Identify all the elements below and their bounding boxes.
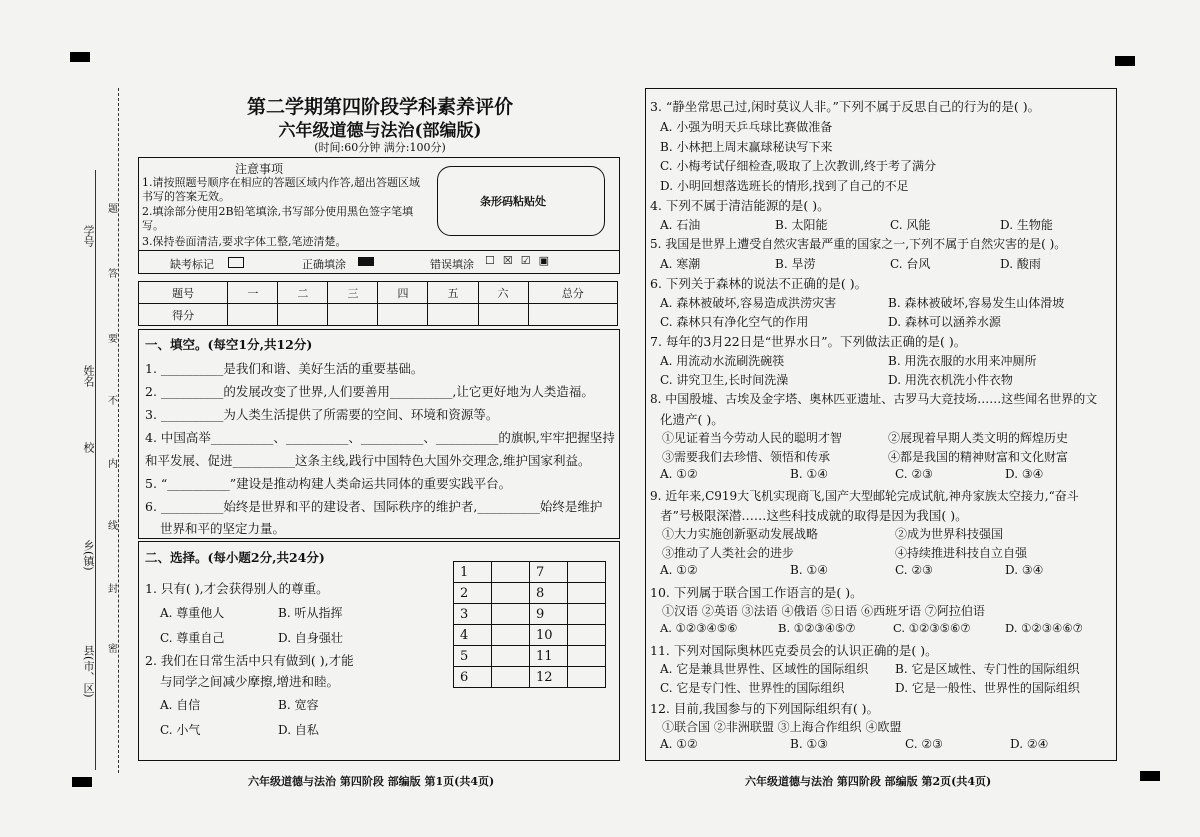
choice-statement: ④都是我国的精神财富和文化财富	[888, 450, 1069, 464]
choice-option: D. 自身强壮	[278, 631, 343, 645]
choice-option: A. 尊重他人	[160, 606, 225, 620]
section-fill-title: 一、填空。(每空1分,共12分)	[145, 337, 313, 352]
notice-item: 2.填涂部分使用2B铅笔填涂,书写部分使用黑色签字笔填写。	[142, 205, 414, 232]
choice-option: D. ②④	[1010, 737, 1049, 751]
answer-cell[interactable]	[568, 667, 606, 688]
choice-option: B. 宽容	[278, 698, 319, 712]
choice-question: 10. 下列属于联合国工作语言的是( )。	[650, 585, 863, 600]
choice-option: B. 小林把上周末赢球秘诀写下来	[660, 140, 833, 154]
score-cell[interactable]	[428, 304, 478, 326]
binding-text: 不	[108, 396, 118, 407]
choice-option: D. 森林可以涵养水源	[888, 315, 1001, 329]
answer-cell[interactable]	[492, 583, 530, 604]
choice-option: A. 自信	[160, 698, 201, 712]
choice-question: 12. 目前,我国参与的下列国际组织有( )。	[650, 701, 880, 716]
choice-option: C. ①②③⑤⑥⑦	[893, 621, 971, 635]
choice-question: 1. 只有( ),才会获得别人的尊重。	[145, 581, 329, 596]
choice-option: B. 它是区域性、专门性的国际组织	[895, 662, 1080, 676]
choice-option: C. 尊重自己	[160, 631, 225, 645]
choice-question: 4. 下列不属于清洁能源的是( )。	[650, 198, 830, 213]
choice-question-cont: 化遗产( )。	[660, 412, 724, 427]
choice-option: B. ①②③④⑤⑦	[778, 621, 856, 635]
choice-option: D. 它是一般性、世界性的国际组织	[895, 681, 1080, 695]
answer-num: 3	[454, 604, 492, 625]
answer-num: 1	[454, 562, 492, 583]
registration-mark	[1115, 56, 1135, 66]
score-cell[interactable]	[478, 304, 528, 326]
answer-cell[interactable]	[568, 625, 606, 646]
score-header-cell: 三	[328, 282, 378, 304]
answer-num: 10	[530, 625, 568, 646]
binding-text: 内	[108, 459, 118, 470]
score-header-cell: 五	[428, 282, 478, 304]
answer-num: 4	[454, 625, 492, 646]
fill-question: 5. “__________”建设是推动构建人类命运共同体的重要实践平台。	[145, 476, 512, 491]
choice-statement: ①大力实施创新驱动发展战略	[662, 527, 819, 541]
choice-question: 3. “静坐常思己过,闲时莫议人非。”下列不属于反思自己的行为的是( )。	[650, 99, 1041, 114]
section-choice-title: 二、选择。(每小题2分,共24分)	[145, 550, 325, 565]
binding-text: 要	[108, 334, 118, 345]
correct-fill-sample	[358, 257, 374, 266]
score-table	[138, 281, 618, 326]
fill-question: 3. __________为人类生活提供了所需要的空间、环境和资源等。	[145, 407, 499, 422]
fill-question: 6. __________始终是世界和平的建设者、国际秩序的维护者,__________始终是维护	[145, 499, 603, 514]
answer-num: 11	[530, 646, 568, 667]
answer-cell[interactable]	[492, 625, 530, 646]
answer-num: 5	[454, 646, 492, 667]
side-label-student-id: 学号	[82, 225, 95, 247]
fill-question: 和平发展、促进__________这条主线,践行中国特色大国外交理念,维护国家利益。	[145, 453, 591, 468]
fill-question: 世界和平的坚定力量。	[160, 521, 286, 536]
registration-mark	[1140, 771, 1160, 781]
choice-option: D. 酸雨	[1000, 257, 1041, 271]
choice-option: C. 小梅考试仔细检查,吸取了上次教训,终于考了满分	[660, 159, 937, 173]
choice-question: 11. 下列对国际奥林匹克委员会的认识正确的是( )。	[650, 643, 938, 658]
choice-statement: ①汉语 ②英语 ③法语 ④俄语 ⑤日语 ⑥西班牙语 ⑦阿拉伯语	[662, 604, 985, 618]
answer-cell[interactable]	[568, 562, 606, 583]
exam-title: 第二学期第四阶段学科素养评价	[246, 96, 513, 118]
choice-statement: ③推动了人类社会的进步	[662, 546, 795, 560]
choice-statement: ②成为世界科技强国	[895, 527, 1004, 541]
choice-statement: ①见证着当今劳动人民的聪明才智	[662, 431, 843, 445]
choice-question: 9. 近年来,C919大飞机实现商飞,国产大型邮轮完成试航,神舟家族太空接力,“奋斗	[650, 489, 1079, 503]
notice-item: 1.请按照题号顺序在相应的答题区域内作答,超出答题区域书写的答案无效。	[142, 176, 420, 203]
fill-question: 1. __________是我们和谐、美好生活的重要基础。	[145, 361, 424, 376]
registration-mark	[72, 777, 92, 787]
choice-option: A. ①②	[660, 467, 698, 481]
answer-cell[interactable]	[568, 583, 606, 604]
choice-option: D. ③④	[1005, 467, 1044, 481]
answer-cell[interactable]	[492, 667, 530, 688]
page-footer-right: 六年级道德与法治 第四阶段 部编版 第2页(共4页)	[745, 775, 992, 788]
correct-fill-label: 正确填涂	[302, 258, 346, 271]
page-footer-left: 六年级道德与法治 第四阶段 部编版 第1页(共4页)	[248, 775, 495, 788]
absent-mark-box[interactable]	[228, 257, 244, 268]
choice-question: 5. 我国是世界上遭受自然灾害最严重的国家之一,下列不属于自然灾害的是( )。	[650, 237, 1067, 251]
choice-option: B. 旱涝	[775, 257, 816, 271]
choice-option: D. 用洗衣机洗小件衣物	[888, 373, 1013, 387]
choice-question: 2. 我们在日常生活中只有做到( ),才能	[145, 653, 354, 668]
choice-option: D. ③④	[1005, 563, 1044, 577]
barcode-label: 条形码粘贴处	[480, 195, 546, 208]
choice-option: A. ①②③④⑤⑥	[660, 621, 738, 635]
choice-statement: ③需要我们去珍惜、领悟和传承	[662, 450, 831, 464]
choice-statement: ①联合国 ②非洲联盟 ③上海合作组织 ④欧盟	[662, 720, 902, 734]
choice-option: C. 它是专门性、世界性的国际组织	[660, 681, 845, 695]
notice-item: 3.保持卷面清洁,要求字体工整,笔迹清楚。	[142, 235, 347, 248]
choice-option: C. 森林只有净化空气的作用	[660, 315, 809, 329]
choice-statement: ④持续推进科技自立自强	[895, 546, 1028, 560]
choice-option: D. 自私	[278, 723, 319, 737]
score-header-cell: 四	[378, 282, 428, 304]
choice-statement: ②展现着早期人类文明的辉煌历史	[888, 431, 1069, 445]
choice-option: D. 生物能	[1000, 218, 1053, 232]
choice-option: A. 小强为明天乒乓球比赛做准备	[660, 120, 833, 134]
score-header-cell: 总分	[528, 282, 617, 304]
answer-num: 9	[530, 604, 568, 625]
answer-cell[interactable]	[568, 646, 606, 667]
choice-option: A. ①②	[660, 563, 698, 577]
choice-option: C. 讲究卫生,长时间洗澡	[660, 373, 789, 387]
choice-option: A. 用流动水流刷洗碗筷	[660, 354, 785, 368]
choice-option: A. 它是兼具世界性、区域性的国际组织	[660, 662, 869, 676]
binding-text: 题	[108, 204, 118, 215]
score-cell[interactable]	[278, 304, 328, 326]
answer-num: 2	[454, 583, 492, 604]
score-header-cell: 题号	[139, 282, 228, 304]
choice-option: C. ②③	[905, 737, 943, 751]
registration-mark	[70, 52, 90, 62]
score-cell[interactable]	[228, 304, 278, 326]
fill-question: 2. __________的发展改变了世界,人们要善用__________,让它更好地为人类造福。	[145, 384, 594, 399]
side-label-county: 县(市、区)	[82, 645, 95, 698]
choice-option: B. 用洗衣服的水用来冲厕所	[888, 354, 1037, 368]
choice-option: B. 森林被破坏,容易发生山体滑坡	[888, 296, 1065, 310]
choice-option: B. 听从指挥	[278, 606, 343, 620]
answer-num: 12	[530, 667, 568, 688]
choice-option: A. ①②	[660, 737, 698, 751]
score-cell[interactable]	[528, 304, 617, 326]
choice-option: C. 台风	[890, 257, 931, 271]
wrong-fill-label: 错误填涂	[430, 258, 474, 271]
answer-num: 7	[530, 562, 568, 583]
choice-option: A. 寒潮	[660, 257, 701, 271]
binding-text: 答	[108, 269, 118, 280]
answer-grid	[453, 561, 606, 688]
binding-line	[118, 88, 119, 773]
exam-subtitle: 六年级道德与法治(部编版)	[278, 121, 482, 141]
choice-option: B. ①③	[790, 737, 828, 751]
choice-option: B. 太阳能	[775, 218, 828, 232]
choice-option: B. ①④	[790, 467, 828, 481]
choice-option: C. ②③	[895, 467, 933, 481]
score-header-cell: 六	[478, 282, 528, 304]
choice-option: C. 风能	[890, 218, 931, 232]
fill-question: 4. 中国高举__________、__________、__________、__________的旗帜,牢牢把握坚持	[145, 430, 615, 445]
choice-question-cont: 者”号极限深潜……这些科技成就的取得是因为我国( )。	[660, 508, 968, 523]
binding-text: 密	[108, 644, 118, 655]
choice-option: C. 小气	[160, 723, 201, 737]
notice-title: 注意事项	[235, 162, 284, 176]
answer-cell[interactable]	[492, 646, 530, 667]
binding-text: 线	[108, 521, 118, 532]
score-row-label: 得分	[139, 304, 228, 326]
choice-option: D. ①②③④⑥⑦	[1005, 621, 1083, 635]
answer-num: 6	[454, 667, 492, 688]
choice-option: C. ②③	[895, 563, 933, 577]
choice-option: B. ①④	[790, 563, 828, 577]
score-cell[interactable]	[378, 304, 428, 326]
score-cell[interactable]	[328, 304, 378, 326]
exam-meta: (时间:60分钟 满分:100分)	[314, 141, 446, 154]
answer-num: 8	[530, 583, 568, 604]
score-header-cell: 二	[278, 282, 328, 304]
choice-option: A. 石油	[660, 218, 701, 232]
choice-question: 7. 每年的3月22日是“世界水日”。下列做法正确的是( )。	[650, 334, 967, 349]
side-label-town: 乡(镇)	[82, 540, 95, 571]
absent-mark-label: 缺考标记	[170, 258, 214, 271]
answer-cell[interactable]	[492, 562, 530, 583]
choice-question: 6. 下列关于森林的说法不正确的是( )。	[650, 276, 868, 291]
choice-question: 8. 中国殷墟、古埃及金字塔、奥林匹亚遗址、古罗马大竞技场……这些闻名世界的文	[650, 392, 1098, 406]
wrong-fill-samples: ☐☒☑▣	[485, 254, 557, 267]
choice-option: A. 森林被破坏,容易造成洪涝灾害	[660, 296, 837, 310]
choice-option: D. 小明回想落选班长的情形,找到了自己的不足	[660, 179, 909, 193]
side-label-name: 姓名	[82, 365, 95, 387]
choice-question-cont: 与同学之间减少摩擦,增进和睦。	[160, 674, 339, 689]
side-label-school: 校	[82, 442, 95, 453]
answer-cell[interactable]	[492, 604, 530, 625]
answer-cell[interactable]	[568, 604, 606, 625]
binding-text: 封	[108, 584, 118, 595]
score-header-cell: 一	[228, 282, 278, 304]
